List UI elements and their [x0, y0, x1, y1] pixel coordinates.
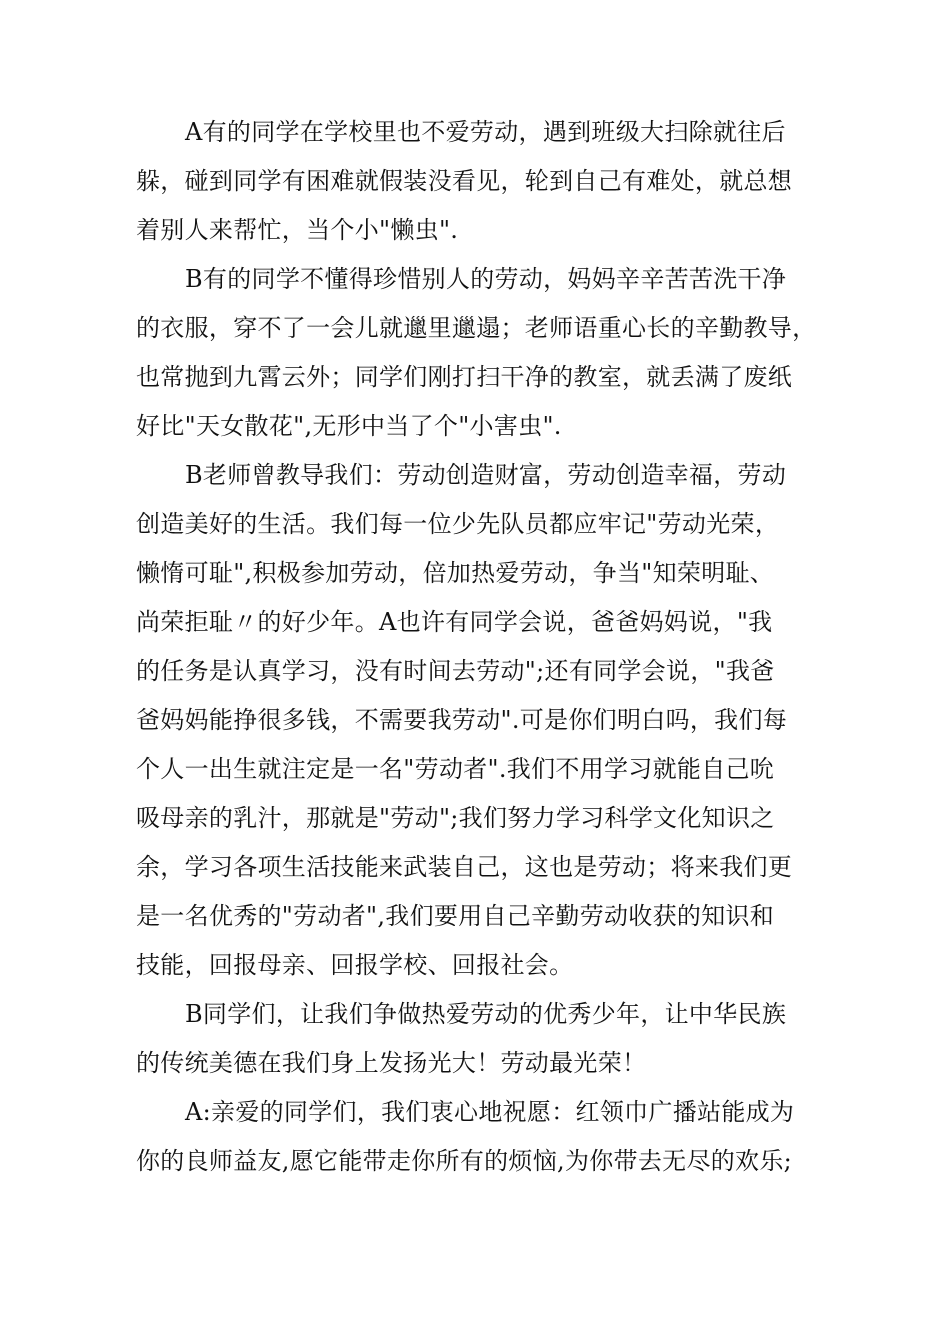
text-line: 余，学习各项生活技能来武装自己，这也是劳动；将来我们更	[136, 853, 793, 881]
text-line: A:亲爱的同学们，我们衷心地祝愿：红领巾广播站能成为	[185, 1098, 795, 1126]
text-line: 是一名优秀的"劳动者",我们要用自己辛勤劳动收获的知识和	[136, 902, 775, 930]
text-line: 着别人来帮忙，当个小"懒虫".	[136, 216, 459, 244]
text-line: 技能，回报母亲、回报学校、回报社会。	[136, 951, 574, 979]
text-line: 吸母亲的乳汁，那就是"劳动";我们努力学习科学文化知识之	[136, 804, 775, 832]
text-line: 的衣服，穿不了一会儿就邋里邋遢；老师语重心长的辛勤教导，	[136, 314, 817, 342]
text-line: B有的同学不懂得珍惜别人的劳动，妈妈辛辛苦苦洗干净	[185, 265, 787, 293]
text-line: 也常抛到九霄云外；同学们刚打扫干净的教室，就丢满了废纸	[136, 363, 793, 391]
text-line: 创造美好的生活。我们每一位少先队员都应牢记"劳动光荣，	[136, 510, 780, 538]
text-line: 爸妈妈能挣很多钱，不需要我劳动".可是你们明白吗，我们每	[136, 706, 788, 734]
text-line: 的任务是认真学习，没有时间去劳动";还有同学会说，"我爸	[136, 657, 775, 685]
text-line: 尚荣拒耻〃的好少年。A也许有同学会说，爸爸妈妈说，"我	[136, 608, 773, 636]
text-line: 的传统美德在我们身上发扬光大！劳动最光荣！	[136, 1049, 647, 1077]
text-line: 躲，碰到同学有困难就假装没看见，轮到自己有难处，就总想	[136, 167, 793, 195]
text-line: B同学们，让我们争做热爱劳动的优秀少年，让中华民族	[185, 1000, 787, 1028]
text-line: 个人一出生就注定是一名"劳动者".我们不用学习就能自己吮	[136, 755, 775, 783]
text-line: 好比"天女散花",无形中当了个"小害虫".	[136, 412, 562, 440]
text-line: 懒惰可耻",积极参加劳动，倍加热爱劳动，争当"知荣明耻、	[136, 559, 775, 587]
text-line: B老师曾教导我们：劳动创造财富，劳动创造幸福，劳动	[185, 461, 787, 489]
text-line: 你的良师益友,愿它能带走你所有的烦恼,为你带去无尽的欢乐;	[136, 1147, 793, 1175]
text-line: A有的同学在学校里也不爱劳动，遇到班级大扫除就往后	[185, 118, 786, 146]
